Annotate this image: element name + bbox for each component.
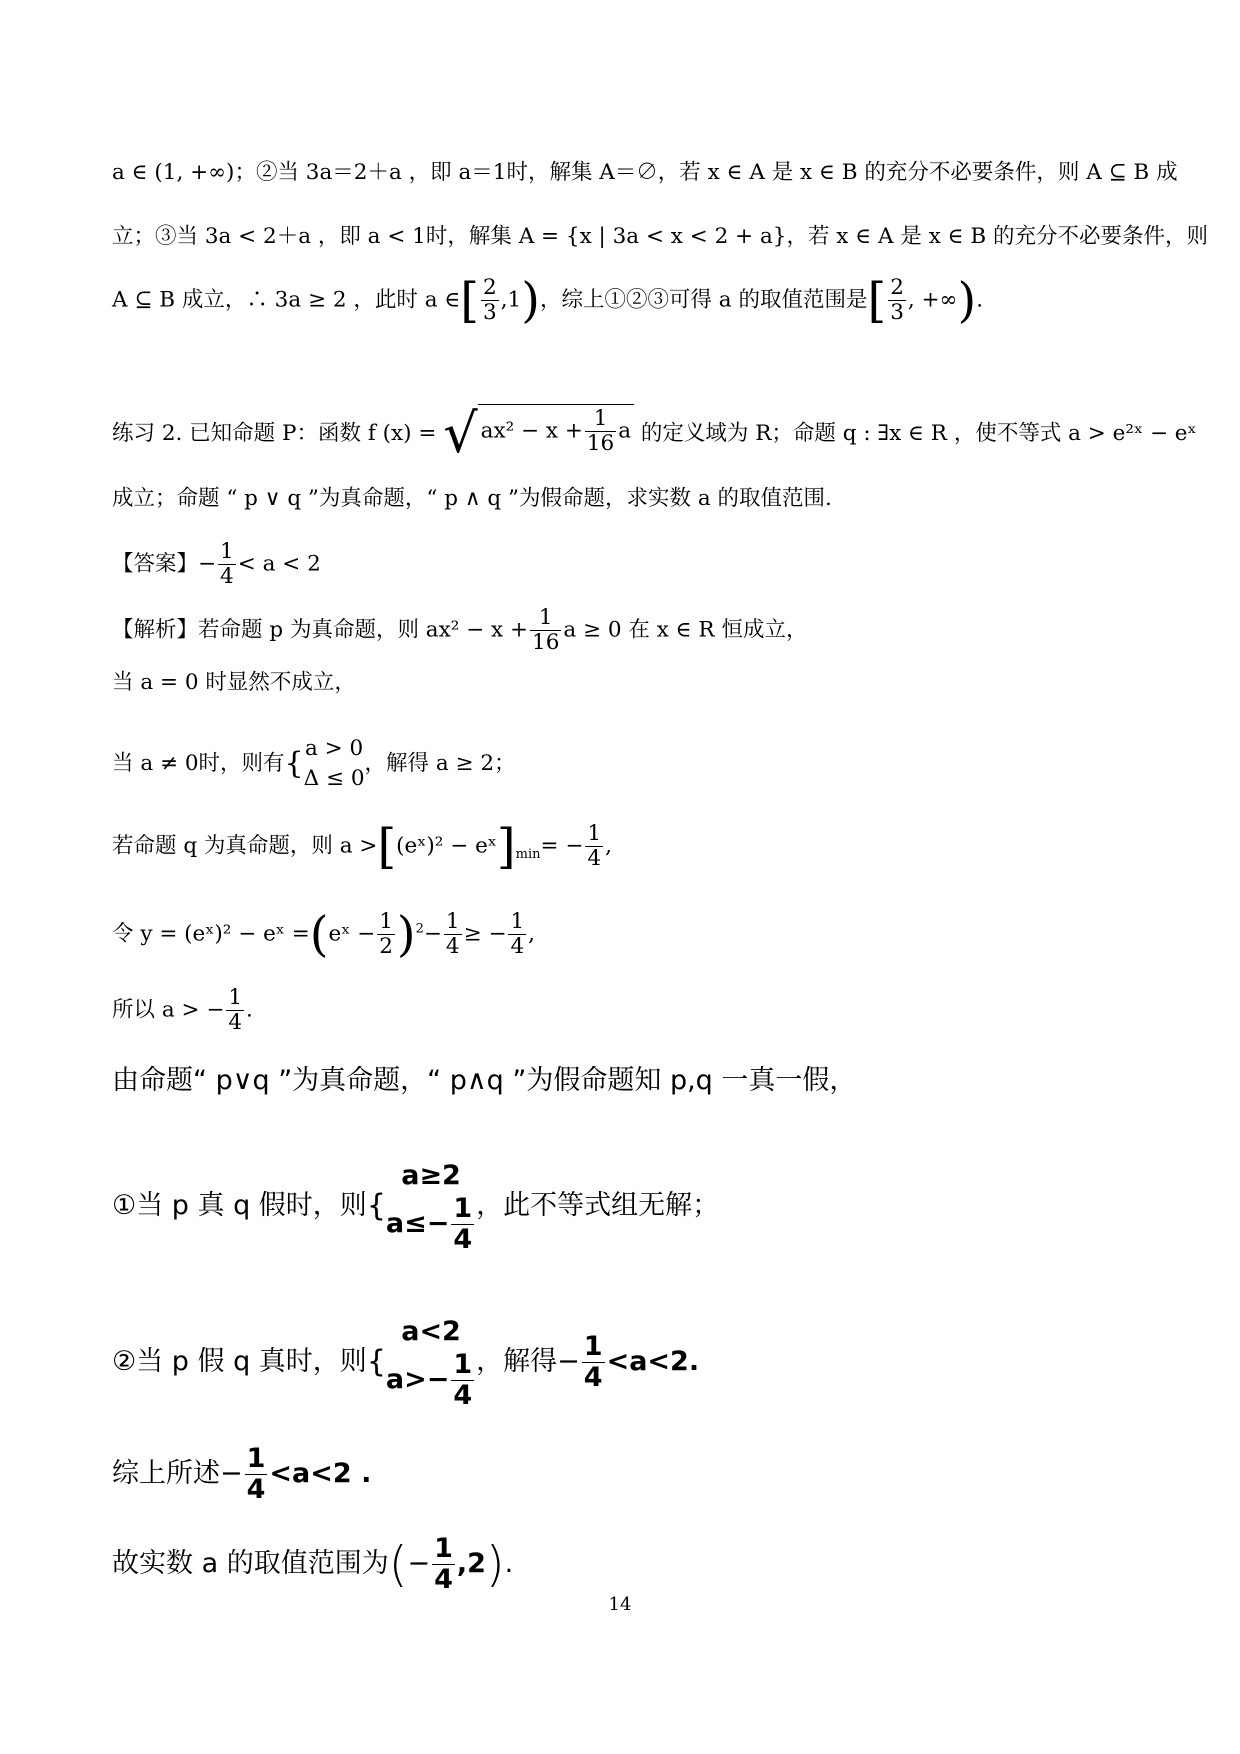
page-number: 14 bbox=[608, 1594, 632, 1615]
answer-line: 【答案】− $\frac{1}{4}$ < a < 2 bbox=[112, 539, 321, 589]
solution-line-3: A ⊆ B 成立，∴ 3a ≥ 2 ，此时 a ∈[ $\frac{2}{3}$ ,1)，综上①②③可得 a 的取值范围是[ $\frac{2}{3}$ , +∞). bbox=[112, 272, 984, 329]
exercise-2-line-1: 练习 2. 已知命题 P：函数 f (x) = √ ax² − x + $\frac{1}{16}$ a 的定义域为 R；命题 q : ∃x ∈ R ，使不等式 a > e²ˣ − eˣ bbox=[112, 402, 1197, 465]
conclusion-line-1: 由命题“ p∨q ”为真命题，“ p∧q ”为假命题知 p,q 一真一假， bbox=[112, 1065, 857, 1096]
exercise-2-line-2: 成立；命题 “ p ∨ q ”为真命题，“ p ∧ q ”为假命题，求实数 a 的取值范围. bbox=[112, 486, 832, 511]
conclusion-line-3: ②当 p 假 q 真时，则{ a<2 a>− $\frac{1}{4}$ ，解得− $\frac{1}{4}$ <a<2. bbox=[112, 1316, 700, 1411]
step-line-1: 当 a = 0 时显然不成立， bbox=[112, 670, 356, 695]
step-line-3: 若命题 q 为真命题，则 a >[(eˣ)² − $eˣ]_{min}=$ − $\frac{1}{4}$ , bbox=[112, 818, 612, 875]
step-line-2: 当 a ≠ 0时，则有{ a > 0 Δ ≤ 0 ，解得 a ≥ 2； bbox=[112, 736, 516, 791]
fraction: $\frac{2}{3}$ bbox=[890, 275, 904, 325]
analysis-label: 【解析】 bbox=[112, 617, 199, 643]
step-line-4: 令 y = (eˣ)² − eˣ =(eˣ − $\frac{1}{2}$ )$^2$− $\frac{1}{4}$ ≥ − $\frac{1}{4}$ , bbox=[112, 906, 535, 963]
step-line-5: 所以 a > − $\frac{1}{4}$ . bbox=[112, 985, 253, 1035]
conclusion-line-2: ①当 p 真 q 假时，则{ a≥2 a≤− $\frac{1}{4}$ ，此不等式组无解； bbox=[112, 1160, 720, 1255]
conclusion-line-4: 综上所述− $\frac{1}{4}$ <a<2 . bbox=[112, 1443, 372, 1505]
solution-line-2: 立；③当 3a < 2＋a ，即 a < 1时，解集 A = {x | 3a < x < 2 + a}，若 x ∈ A 是 x ∈ B 的充分不必要条件，则 bbox=[112, 224, 1209, 249]
sqrt-expression: √ ax² − x + $\frac{1}{16}$ a bbox=[443, 412, 634, 456]
analysis-line: 【解析】若命题 p 为真命题，则 ax² − x + $\frac{1}{16}$ a ≥ 0 在 x ∈ R 恒成立， bbox=[112, 605, 808, 655]
conclusion-line-5: 故实数 a 的取值范围为(− $\frac{1}{4}$ ,2). bbox=[112, 1533, 514, 1595]
solution-line-1: a ∈ (1, +∞)；②当 3a＝2＋a ，即 a＝1时，解集 A＝∅，若 x ∈ A 是 x ∈ B 的充分不必要条件，则 A ⊆ B 成 bbox=[112, 160, 1178, 185]
answer-label: 【答案】 bbox=[112, 551, 199, 577]
fraction: $\frac{2}{3}$ bbox=[483, 275, 497, 325]
